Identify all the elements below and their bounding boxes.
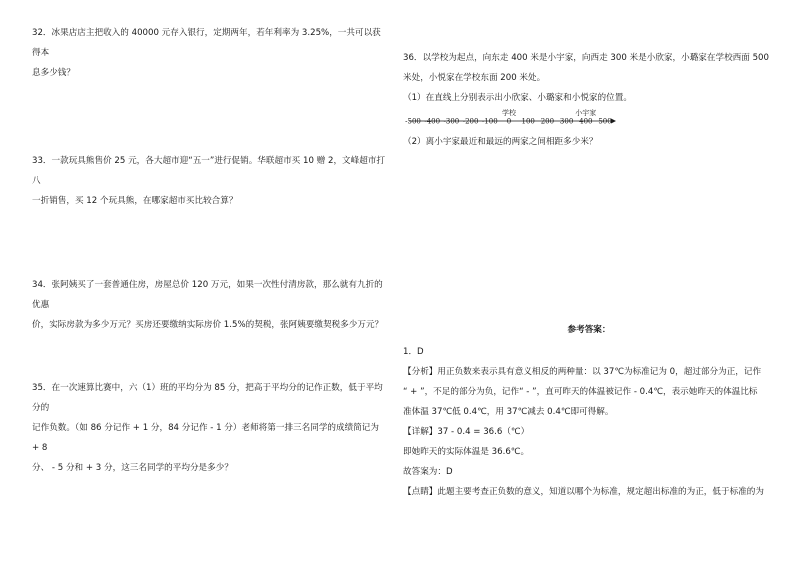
question-line: 一折销售，买 12 个玩具熊，在哪家超市买比较合算？ bbox=[32, 196, 238, 206]
tick-label: -400 bbox=[424, 117, 441, 126]
question-line: 记作负数。（如 86 分记作 + 1 分，84 分记作 - 1 分）老师将第一排三名同学的成绩简记为 + 8 bbox=[32, 423, 379, 453]
answer-line: 【点睛】此题主要考查正负数的意义，知道以哪个为标准，规定超出标准的为正，低于标准的为 bbox=[403, 487, 764, 497]
question-32 bbox=[32, 23, 387, 83]
question-35 bbox=[32, 378, 387, 478]
tick-label: 100 bbox=[521, 117, 535, 126]
number-line-svg bbox=[407, 108, 617, 132]
tick-label: 400 bbox=[579, 117, 593, 126]
question-36 bbox=[403, 48, 775, 152]
tick-label: -100 bbox=[481, 117, 498, 126]
question-34 bbox=[32, 275, 387, 335]
question-line: 32．冰果店店主把收入的 40000 元存入银行，定期两年，若年利率为 3.25%，一共可以获得本 bbox=[32, 28, 381, 58]
question-line: 36．以学校为起点，向东走 400 米是小宇家，向西走 300 米是小欣家，小璐家在学校西面 500 bbox=[403, 53, 769, 63]
answer-line: “ + ”，不足的部分为负，记作“ - ”，直可昨天的体温被记作 - 0.4℃，表示她昨天的体温比标 bbox=[403, 387, 758, 397]
question-line: 米处，小悦家在学校东面 200 米处。 bbox=[403, 73, 546, 83]
question-line: 33．一款玩具熊售价 25 元，各大超市迎“五一”进行促销。华联超市买 10 赠 2，文峰超市打八 bbox=[32, 156, 386, 186]
question-part-2: （2）离小宇家最近和最远的两家之间相距多少米？ bbox=[403, 137, 598, 147]
answer-line: 即她昨天的实际体温是 36.6℃。 bbox=[403, 447, 530, 457]
answer-section bbox=[403, 320, 775, 502]
question-line: 35．在一次速算比赛中，六（1）班的平均分为 85 分，把高于平均分的记作正数，低于平均分的 bbox=[32, 383, 383, 413]
answer-title: 参考答案： bbox=[567, 325, 611, 335]
question-line: 息多少钱？ bbox=[32, 68, 75, 78]
tick-label: -500 bbox=[405, 117, 421, 126]
question-line: 34．张阿姨买了一套普通住房，房屋总价 120 万元，如果一次性付清房款，那么就有九折的优惠 bbox=[32, 280, 383, 310]
question-33 bbox=[32, 151, 387, 211]
tick-label: 0 bbox=[506, 117, 512, 126]
right-column bbox=[403, 48, 775, 502]
tick-labels bbox=[405, 118, 612, 126]
question-line: 分、 - 5 分和 + 3 分，这三名同学的平均分是多少？ bbox=[32, 463, 233, 473]
answer-line: 1．D bbox=[403, 347, 424, 357]
axis-arrow-icon bbox=[611, 119, 616, 124]
tick-label: -200 bbox=[462, 117, 479, 126]
question-line: 价，实际房款为多少万元？买房还要缴纳实际房价 1.5%的契税，张阿姨要缴契税多少万元？ bbox=[32, 320, 384, 330]
label-xiaoyu: 小宇家 bbox=[575, 109, 597, 117]
tick-label: 500 bbox=[598, 117, 612, 126]
answer-line: 故答案为：D bbox=[403, 467, 453, 477]
answer-line: 【详解】37 - 0.4 = 36.6（℃） bbox=[403, 427, 530, 437]
label-school: 学校 bbox=[502, 109, 516, 117]
answer-line: 准体温 37℃低 0.4℃，用 37℃减去 0.4℃即可得解。 bbox=[403, 407, 614, 417]
answer-line: 【分析】用正负数来表示具有意义相反的两种量：以 37℃为标准记为 0，超过部分为正，记作 bbox=[403, 367, 762, 377]
number-line bbox=[403, 108, 775, 132]
tick-label: 200 bbox=[540, 117, 555, 126]
question-part-1: （1）在直线上分别表示出小欣家、小璐家和小悦家的位置。 bbox=[403, 93, 632, 103]
tick-label: 300 bbox=[559, 117, 574, 126]
tick-label: -300 bbox=[443, 117, 460, 126]
